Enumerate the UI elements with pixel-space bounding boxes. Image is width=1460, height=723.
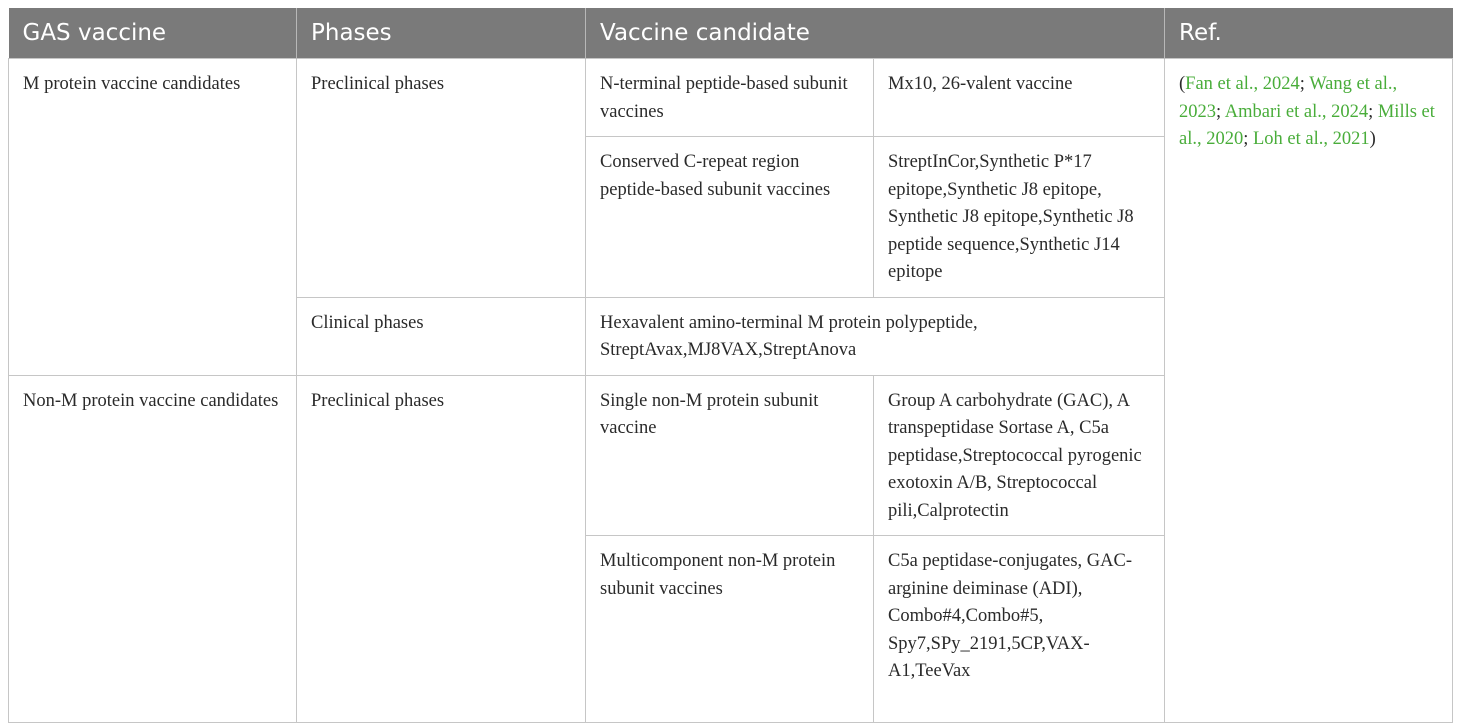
ref-link-mills-2020[interactable]: Mills et al., 2020: [1179, 101, 1435, 149]
candidate-type-n-terminal: N-terminal peptide-based subunit vaccines: [586, 59, 874, 137]
ref-close: ): [1369, 129, 1376, 149]
candidate-type-c-repeat: Conserved C-repeat region peptide-based subunit vaccines: [586, 137, 874, 298]
candidate-clinical: Hexavalent amino-terminal M protein polypeptide, StreptAvax,MJ8VAX,StreptAnova: [586, 297, 1165, 375]
phase-m-clinical: Clinical phases: [297, 297, 586, 375]
phase-m-preclinical: Preclinical phases: [297, 59, 586, 298]
ref-link-wang-2023[interactable]: Wang et al., 2023: [1179, 74, 1398, 122]
vaccine-table: [8, 8, 1453, 723]
candidate-examples-multi: C5a peptidase-conjugates, GAC-arginine deiminase (ADI), Combo#4,Combo#5, Spy7,SPy_2191,5CP,VAX-A1,TeeVax: [874, 536, 1165, 723]
candidate-examples-single: Group A carbohydrate (GAC), A transpeptidase Sortase A, C5a peptidase,Streptococcal pyrogenic exotoxin A/B, Streptococcal pili,Calprotectin: [874, 375, 1165, 536]
header-gas-vaccine: GAS vaccine: [9, 8, 297, 59]
group-label-m-protein: M protein vaccine candidates: [9, 59, 297, 376]
ref-sep: ;: [1299, 74, 1310, 94]
group-label-non-m-protein: Non-M protein vaccine candidates: [9, 375, 297, 723]
ref-link-fan-2024[interactable]: Fan et al., 2024: [1185, 74, 1300, 94]
ref-link-ambari-2024[interactable]: Ambari et al., 2024: [1224, 101, 1369, 122]
table-row: [9, 59, 1453, 137]
ref-sep: ;: [1216, 101, 1225, 122]
header-row: [9, 8, 1453, 59]
ref-open: (: [1179, 74, 1186, 94]
references-cell: [1165, 59, 1453, 723]
header-vaccine-candidate: Vaccine candidate: [586, 8, 1165, 59]
candidate-type-single: Single non-M protein subunit vaccine: [586, 375, 874, 536]
header-phases: Phases: [297, 8, 586, 59]
ref-link-loh-2021[interactable]: Loh et al., 2021: [1253, 129, 1370, 149]
candidate-type-multi: Multicomponent non-M protein subunit vaccines: [586, 536, 874, 723]
phase-non-m-preclinical: Preclinical phases: [297, 375, 586, 723]
ref-sep: ;: [1368, 101, 1378, 122]
ref-sep: ;: [1243, 129, 1253, 149]
header-ref: Ref.: [1165, 8, 1453, 59]
candidate-examples-n-terminal: Mx10, 26-valent vaccine: [874, 59, 1165, 137]
candidate-examples-c-repeat: StreptInCor,Synthetic P*17 epitope,Synthetic J8 epitope, Synthetic J8 epitope,Synthetic J8 peptide sequence,Synthetic J14 epitope: [874, 137, 1165, 298]
